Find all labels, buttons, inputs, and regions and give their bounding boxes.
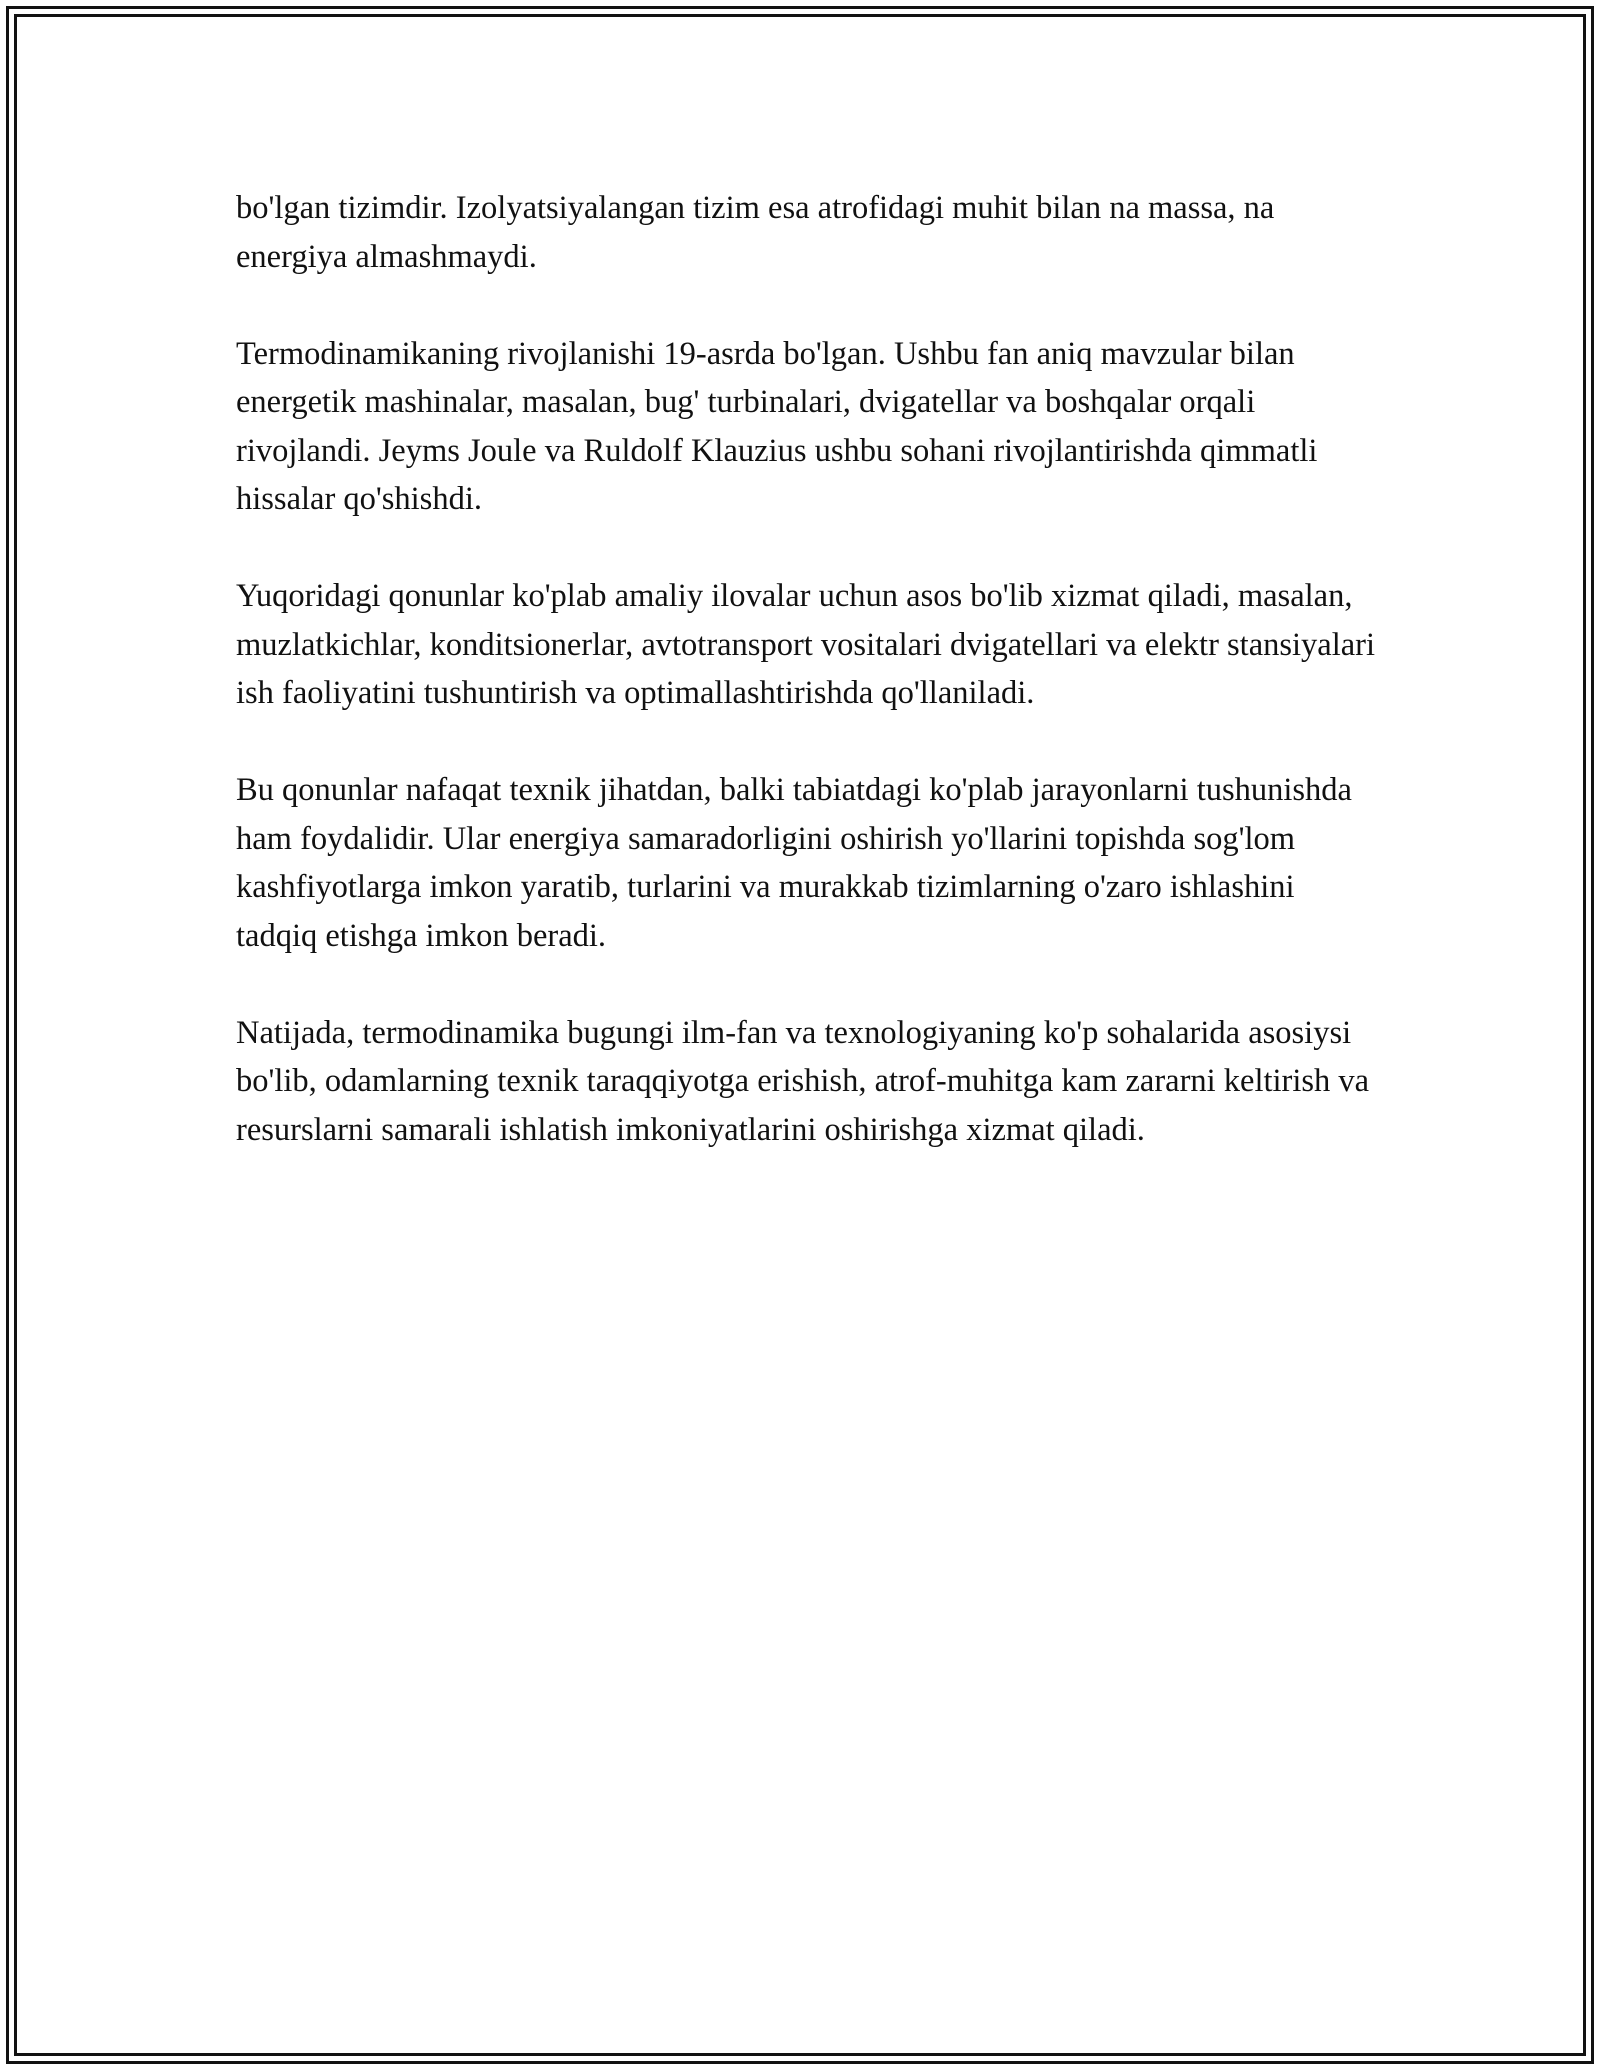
paragraph-3: Yuqoridagi qonunlar ko'plab amaliy ilovalar uchun asos bo'lib xizmat qiladi, masalan, muzlatkichlar, konditsionerlar, avtotransport vositalari dvigatellari va elektr stansiyalari ish faoliyatini tushuntirish va optimallashtirishda qo'llaniladi. (236, 578, 1376, 711)
paragraph-1: bo'lgan tizimdir. Izolyatsiyalangan tizim esa atrofidagi muhit bilan na massa, na energiya almashmaydi. (236, 190, 1275, 275)
paragraph-4: Bu qonunlar nafaqat texnik jihatdan, balki tabiatdagi ko'plab jarayonlarni tushunishda ham foydalidir. Ular energiya samaradorligini oshirish yo'llarini topishda sog'lom kashfiyotlarga imkon yaratib, turlarini va murakkab tizimlarning o'zaro ishlashini tadqiq etishga imkon beradi. (236, 772, 1352, 954)
document-body (236, 184, 1376, 1154)
paragraph-5: Natijada, termodinamika bugungi ilm-fan va texnologiyaning ko'p sohalarida asosiysi bo'lib, odamlarning texnik taraqqiyotga erishish, atrof-muhitga kam zararni keltirish va resurslarni samarali ishlatish imkoniyatlarini oshirishga xizmat qiladi. (236, 1014, 1370, 1148)
paragraph-2: Termodinamikaning rivojlanishi 19-asrda bo'lgan. Ushbu fan aniq mavzular bilan energetik mashinalar, masalan, bug' turbinalari, dvigatellar va boshqalar orqali rivojlandi. Jeyms Joule va Ruldolf Klauzius ushbu sohani rivojlantirishda qimmatli hissalar qo'shishdi. (236, 335, 1318, 517)
